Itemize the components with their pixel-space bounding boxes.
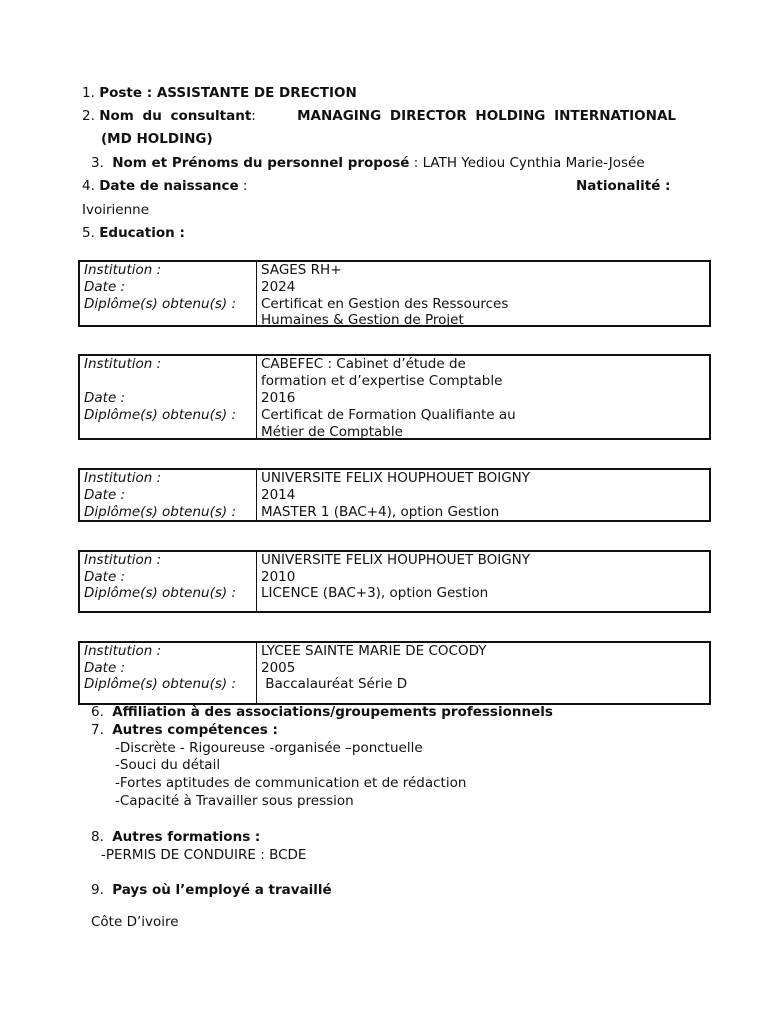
- institution-label: Institution :: [84, 470, 162, 486]
- personnel-label: Nom et Prénoms du personnel proposé: [112, 155, 410, 171]
- item-poste: [82, 85, 357, 101]
- item-number: 1.: [82, 85, 95, 101]
- diploma-label: Diplôme(s) obtenu(s) :: [84, 407, 236, 423]
- pays-label: Pays où l’employé a travaillé: [112, 882, 332, 898]
- diploma-value: Humaines & Gestion de Projet: [261, 312, 464, 328]
- item-number: 3.: [91, 155, 104, 171]
- institution-value: LYCEE SAINTE MARIE DE COCODY: [261, 643, 487, 659]
- consultant-value-line1: MANAGING DIRECTOR HOLDING INTERNATIONAL: [297, 108, 676, 124]
- consultant-value-line2: (MD HOLDING): [101, 131, 213, 147]
- diploma-value: Métier de Comptable: [261, 424, 403, 440]
- competence-item: -Capacité à Travailler sous pression: [115, 793, 354, 809]
- education-label: Education :: [99, 225, 185, 241]
- item-personnel: [91, 155, 645, 171]
- education-table: [78, 550, 711, 613]
- item-number: 7.: [91, 722, 104, 738]
- item-number: 2.: [82, 108, 95, 124]
- diploma-label: Diplôme(s) obtenu(s) :: [84, 585, 236, 601]
- autres-formations-label: Autres formations :: [112, 829, 261, 845]
- autres-formations-value: -PERMIS DE CONDUIRE : BCDE: [101, 847, 307, 863]
- competence-item: -Discrète - Rigoureuse -organisée –ponctuelle: [115, 740, 423, 756]
- education-table: [78, 468, 711, 522]
- institution-label: Institution :: [84, 643, 162, 659]
- date-value: 2005: [261, 660, 296, 676]
- institution-value: UNIVERSITE FELIX HOUPHOUET BOIGNY: [261, 470, 531, 486]
- date-naissance-label: Date de naissance: [99, 178, 239, 194]
- item-pays: [91, 882, 332, 898]
- date-value: 2024: [261, 279, 296, 295]
- item-number: 6.: [91, 704, 104, 720]
- date-naissance-colon: :: [238, 178, 248, 194]
- date-value: 2010: [261, 569, 296, 585]
- institution-label: Institution :: [84, 552, 162, 568]
- date-value: 2016: [261, 390, 296, 406]
- education-table: [78, 354, 711, 440]
- item-consultant: 2. Nom du consultant: MANAGING DIRECTOR HOLDING INTERNATIONAL: [82, 108, 676, 124]
- date-label: Date :: [84, 390, 126, 406]
- item-number: 8.: [91, 829, 104, 845]
- diploma-label: Diplôme(s) obtenu(s) :: [84, 676, 236, 692]
- item-affiliation: [91, 704, 553, 720]
- nationalite-label: Nationalité :: [576, 178, 671, 194]
- diploma-value: Baccalauréat Série D: [261, 676, 408, 692]
- diploma-value: MASTER 1 (BAC+4), option Gestion: [261, 504, 500, 520]
- item-number: 5.: [82, 225, 95, 241]
- date-label: Date :: [84, 569, 126, 585]
- date-label: Date :: [84, 279, 126, 295]
- affiliation-label: Affiliation à des associations/groupements professionnels: [112, 704, 553, 720]
- diploma-value: Certificat de Formation Qualifiante au: [261, 407, 516, 423]
- diploma-value: Certificat en Gestion des Ressources: [261, 296, 509, 312]
- poste-value: ASSISTANTE DE DRECTION: [156, 85, 357, 101]
- competences-label: Autres compétences :: [112, 722, 278, 738]
- consultant-label: Nom du consultant: [99, 108, 252, 124]
- pays-value: Côte D’ivoire: [91, 914, 179, 930]
- competence-item: -Fortes aptitudes de communication et de rédaction: [115, 775, 467, 791]
- personnel-value: : LATH Yediou Cynthia Marie-Josée: [409, 155, 645, 171]
- item-number: 4.: [82, 178, 95, 194]
- date-label: Date :: [84, 660, 126, 676]
- education-table: [78, 260, 711, 327]
- institution-value: UNIVERSITE FELIX HOUPHOUET BOIGNY: [261, 552, 531, 568]
- item-date-naissance: [82, 178, 247, 194]
- diploma-label: Diplôme(s) obtenu(s) :: [84, 296, 236, 312]
- item-number: 9.: [91, 882, 104, 898]
- item-autres-formations: [91, 829, 260, 845]
- diploma-value: LICENCE (BAC+3), option Gestion: [261, 585, 489, 601]
- item-education: [82, 225, 185, 241]
- nationalite-value: Ivoirienne: [82, 202, 150, 218]
- date-value: 2014: [261, 487, 296, 503]
- competence-item: -Souci du détail: [115, 757, 221, 773]
- institution-value: formation et d’expertise Comptable: [261, 373, 503, 389]
- education-table: [78, 641, 711, 705]
- institution-label: Institution :: [84, 262, 162, 278]
- institution-value: CABEFEC : Cabinet d’étude de: [261, 356, 466, 372]
- diploma-label: Diplôme(s) obtenu(s) :: [84, 504, 236, 520]
- poste-label: Poste :: [99, 85, 157, 101]
- institution-label: Institution :: [84, 356, 162, 372]
- institution-value: SAGES RH+: [261, 262, 342, 278]
- date-label: Date :: [84, 487, 126, 503]
- item-competences: [91, 722, 278, 738]
